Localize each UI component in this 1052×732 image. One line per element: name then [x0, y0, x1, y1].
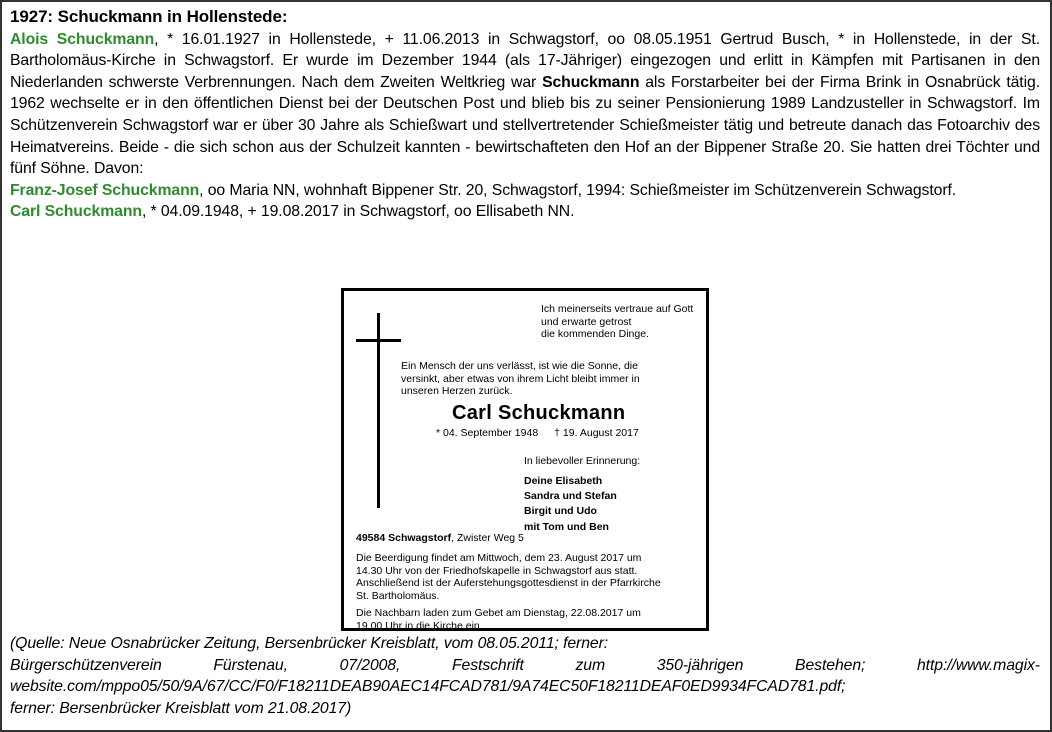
source-word: Bestehen; — [795, 656, 866, 674]
article — [10, 6, 1040, 223]
address-town: 49584 Schwagstorf — [356, 532, 452, 544]
carl-text: , * 04.09.1948, + 19.08.2017 in Schwagstorf, oo Ellisabeth NN. — [141, 203, 575, 221]
cross-icon-bar — [356, 339, 401, 342]
mourner-address — [356, 532, 524, 544]
carl-name: Carl Schuckmann — [10, 203, 142, 221]
funeral-line: St. Bartholomäus. — [356, 589, 440, 602]
source-link-start[interactable]: http://www.magix- — [917, 656, 1040, 674]
alois-text-2: als Forstarbeiter bei der Firma Brink in Osnabrück tätig. 1962 wechselte er in den öffentlichen Dienst bei der Deutschen Post und blieb bis zu seiner Pensionierung 1989 Landzusteller in Schwagstorf. Im Schützenverein Schwagstorf war er über 30 Jahre als Schießwart und stellvertretender Schießmeister tätig und betreute danach das Fotoarchiv des Heimatvereins. Beide - die sich schon aus der Schulzeit kannten - bewirtschafteten den Hof an der Bippener Straße 20. Sie hatten drei Töchter und fünf Söhne. Davon: — [10, 73, 1040, 178]
prayer-line: Die Nachbarn laden zum Gebet am Dienstag, 22.08.2017 um — [356, 607, 641, 619]
franz-paragraph — [10, 180, 1040, 202]
source-word: Bürgerschützenverein — [10, 656, 162, 674]
funeral-info — [356, 552, 701, 602]
alois-paragraph — [10, 29, 1040, 180]
cross-icon — [377, 313, 380, 508]
franz-text: , oo Maria NN, wohnhaft Bippener Str. 20, Schwagstorf, 1994: Schießmeister im Schützenverein Schwagstorf. — [199, 181, 957, 199]
memory-heading: In liebevoller Erinnerung: — [524, 455, 641, 467]
source-word: Festschrift — [452, 656, 524, 674]
mourners-list — [524, 474, 617, 535]
death-date: † 19. August 2017 — [554, 427, 639, 439]
funeral-line: 14.30 Uhr von der Friedhofskapelle in Schwagstorf aus statt. — [356, 564, 638, 577]
notice-quote — [401, 360, 701, 398]
funeral-line: Anschließend ist der Auferstehungsgottesdienst in der Pfarrkirche — [356, 577, 661, 589]
carl-paragraph — [10, 201, 1040, 223]
mourner: Birgit und Udo — [524, 505, 597, 518]
source-word: Fürstenau, — [213, 656, 288, 674]
motto-line: und erwarte getrost — [541, 315, 632, 328]
notice-motto — [541, 303, 693, 341]
source-word: 07/2008, — [339, 656, 401, 674]
mourner: mit Tom und Ben — [524, 520, 609, 533]
source-word: 350-jährigen — [656, 656, 744, 674]
alois-name: Alois Schuckmann — [10, 30, 155, 48]
address-street: , Zwister Weg 5 — [451, 532, 524, 544]
franz-name: Franz-Josef Schuckmann — [10, 181, 200, 199]
source-line-1: (Quelle: Neue Osnabrücker Zeitung, Bersenbrücker Kreisblatt, vom 08.05.2011; ferner: — [10, 635, 609, 652]
alois-text-1: , * 16.01.1927 in Hollenstede, + 11.06.2013 in Schwagstorf, oo 08.05.1951 Gertrud Busch, * in Hollenstede, in der St. Bartholomäus-Kirche in Schwagstorf. Er wurde im Dezember 1944 (als 17-Jähriger) eingezogen und erlitt in Kämpfen mit Partisanen in den Niederlanden schwerste Verbrennungen. Nach dem Zweiten Weltkrieg war — [10, 30, 1040, 91]
motto-line: die kommenden Dinge. — [541, 328, 649, 340]
source-word: zum — [575, 656, 606, 674]
source-citation — [10, 633, 1040, 719]
quote-line: versinkt, aber etwas von ihrem Licht bleibt immer in — [401, 372, 640, 385]
source-line-2 — [10, 655, 1040, 677]
prayer-line: 19.00 Uhr in die Kirche ein. — [356, 619, 483, 631]
funeral-line: Die Beerdigung findet am Mittwoch, dem 23. August 2017 um — [356, 552, 642, 564]
source-line-4: ferner: Bersenbrücker Kreisblatt vom 21.08.2017) — [10, 699, 352, 717]
deceased-name: Carl Schuckmann — [452, 402, 626, 424]
source-link[interactable]: website.com/mppo05/50/9A/67/CC/F0/F18211DEAB90AEC14FCAD781/9A74EC50F18211DEAF0ED9934FCAD781.pdf; — [10, 678, 846, 696]
motto-line: Ich meinerseits vertraue auf Gott — [541, 303, 694, 315]
birth-date: * 04. September 1948 — [436, 427, 539, 439]
alois-bold-name: Schuckmann — [542, 73, 640, 91]
mourner: Deine Elisabeth — [524, 475, 603, 487]
mourner: Sandra und Stefan — [524, 490, 617, 503]
life-dates — [436, 427, 639, 439]
quote-line: Ein Mensch der uns verlässt, ist wie die Sonne, die — [401, 360, 638, 372]
obituary-notice — [341, 288, 709, 631]
page-title: 1927: Schuckmann in Hollenstede: — [10, 7, 288, 26]
prayer-info — [356, 607, 701, 631]
quote-line: unseren Herzen zurück. — [401, 385, 513, 397]
